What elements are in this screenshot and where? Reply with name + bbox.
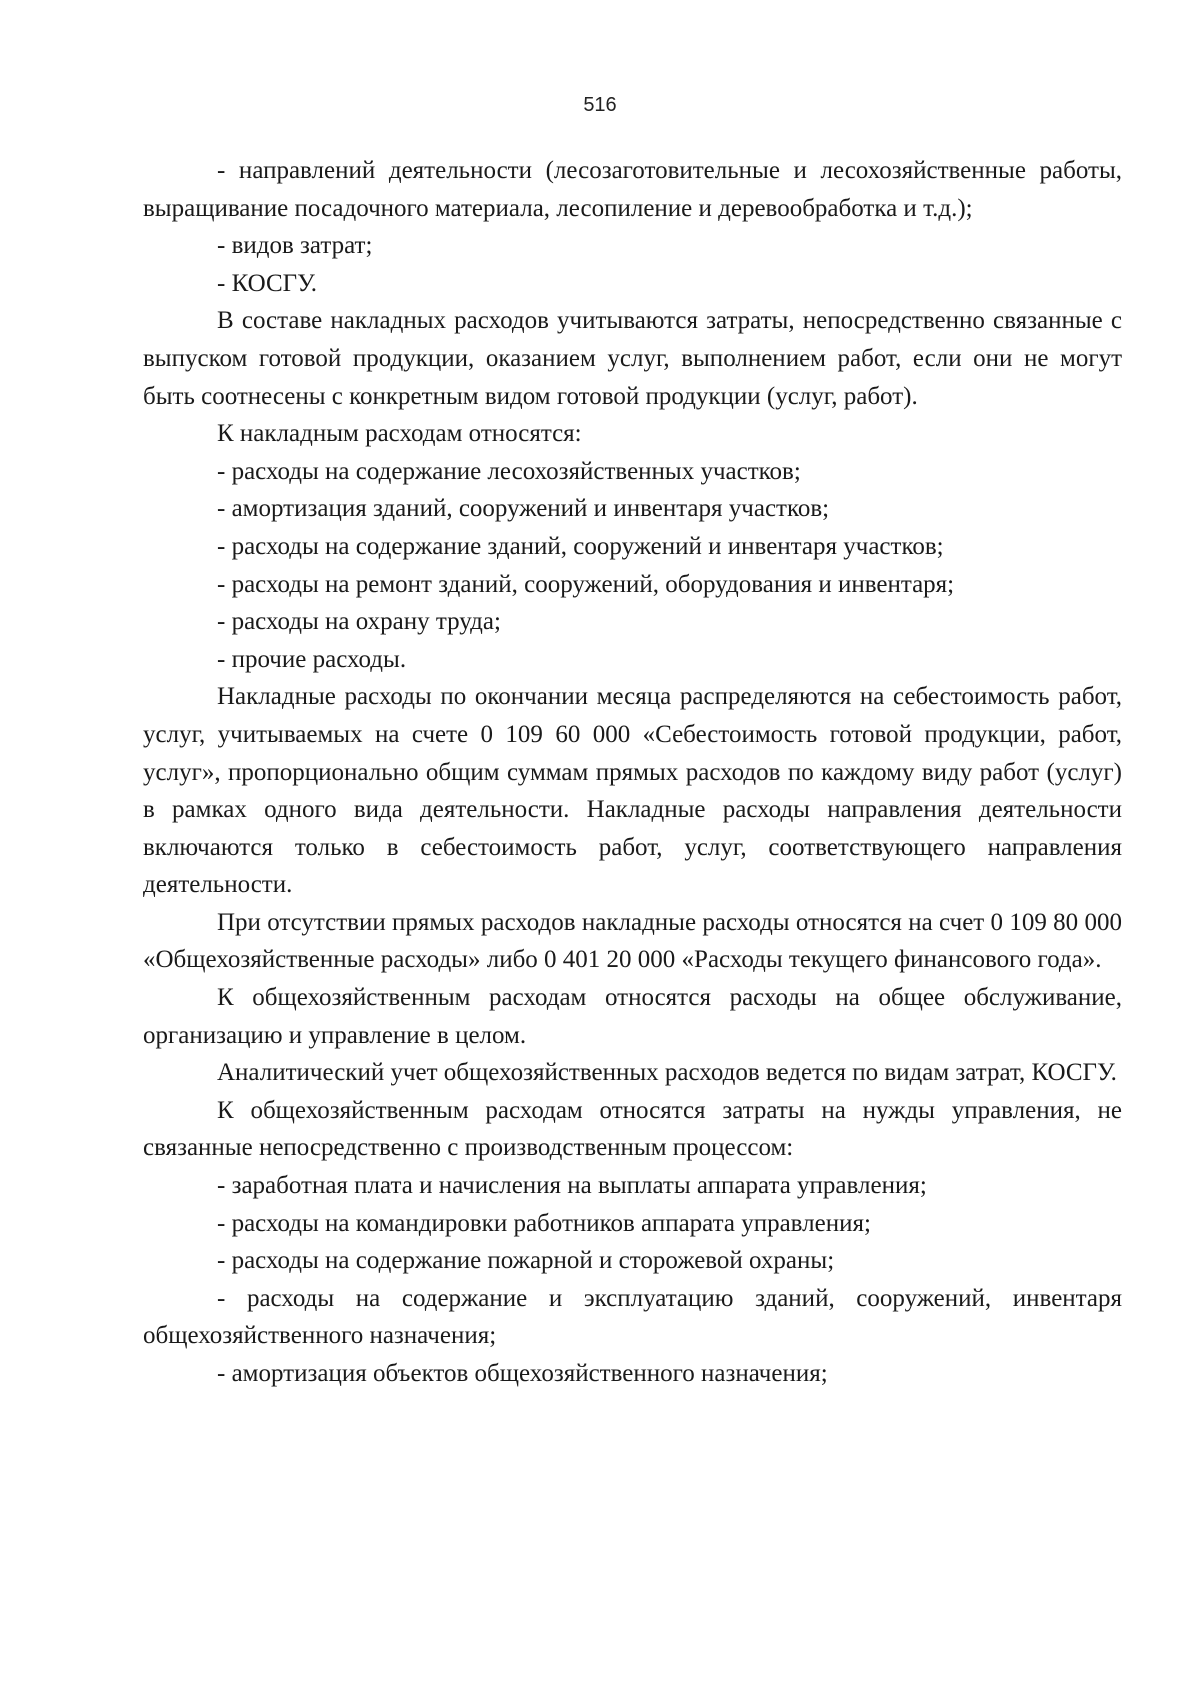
paragraph: Аналитический учет общехозяйственных расходов ведется по видам затрат, КОСГУ. (217, 1059, 1117, 1087)
list-item: - амортизация зданий, сооружений и инвентаря участков; (217, 495, 830, 523)
list-item: - видов затрат; (217, 232, 373, 260)
list-item: - амортизация объектов общехозяйственного назначения; (217, 1360, 828, 1387)
list-item: - расходы на ремонт зданий, сооружений, оборудования и инвентаря; (217, 570, 955, 598)
list-item: - расходы на охрану труда; (217, 608, 501, 636)
paragraph: При отсутствии прямых расходов накладные расходы относятся на счет 0 109 80 000 «Общехозяйственные расходы» либо 0 401 20 000 «Расходы текущего финансового года». (143, 908, 1122, 974)
paragraph: К общехозяйственным расходам относятся затраты на нужды управления, не связанные непосредственно с производственным процессом: (143, 1096, 1122, 1162)
list-item: - заработная плата и начисления на выплаты аппарата управления; (217, 1172, 927, 1200)
list-item: - расходы на командировки работников аппарата управления; (217, 1209, 871, 1237)
list-item: - расходы на содержание лесохозяйственных участков; (217, 457, 801, 485)
list-item: - направлений деятельности (лесозаготовительные и лесохозяйственные работы, выращивание посадочного материала, лесопиление и деревообработка и т.д.); (143, 157, 1122, 222)
list-item: - расходы на содержание и эксплуатацию зданий, сооружений, инвентаря общехозяйственного назначения; (143, 1284, 1122, 1350)
list-item: - прочие расходы. (217, 645, 407, 673)
list-item: - расходы на содержание пожарной и сторожевой охраны; (217, 1247, 835, 1275)
list-item: - расходы на содержание зданий, сооружений и инвентаря участков; (217, 532, 944, 560)
paragraph: Накладные расходы по окончании месяца распределяются на себестоимость работ, услуг, учитываемых на счете 0 109 60 000 «Себестоимость готовой продукции, работ, услуг», пропорционально общим суммам прямых расходов по каждому виду работ (услуг) в рамках одного вида деятельности. Накладные расходы направления деятельности включаются только в себестоимость работ, услуг, соответствующего направления деятельности. (143, 683, 1122, 899)
page-body (143, 152, 1122, 1393)
paragraph: К накладным расходам относятся: (217, 420, 582, 448)
page-number: 516 (583, 94, 617, 116)
paragraph: В составе накладных расходов учитываются затраты, непосредственно связанные с выпуском готовой продукции, оказанием услуг, выполнением работ, если они не могут быть соотнесены с конкретным видом готовой продукции (услуг, работ). (143, 307, 1122, 410)
list-item: - КОСГУ. (217, 269, 317, 297)
paragraph: К общехозяйственным расходам относятся расходы на общее обслуживание, организацию и управление в целом. (143, 984, 1122, 1049)
